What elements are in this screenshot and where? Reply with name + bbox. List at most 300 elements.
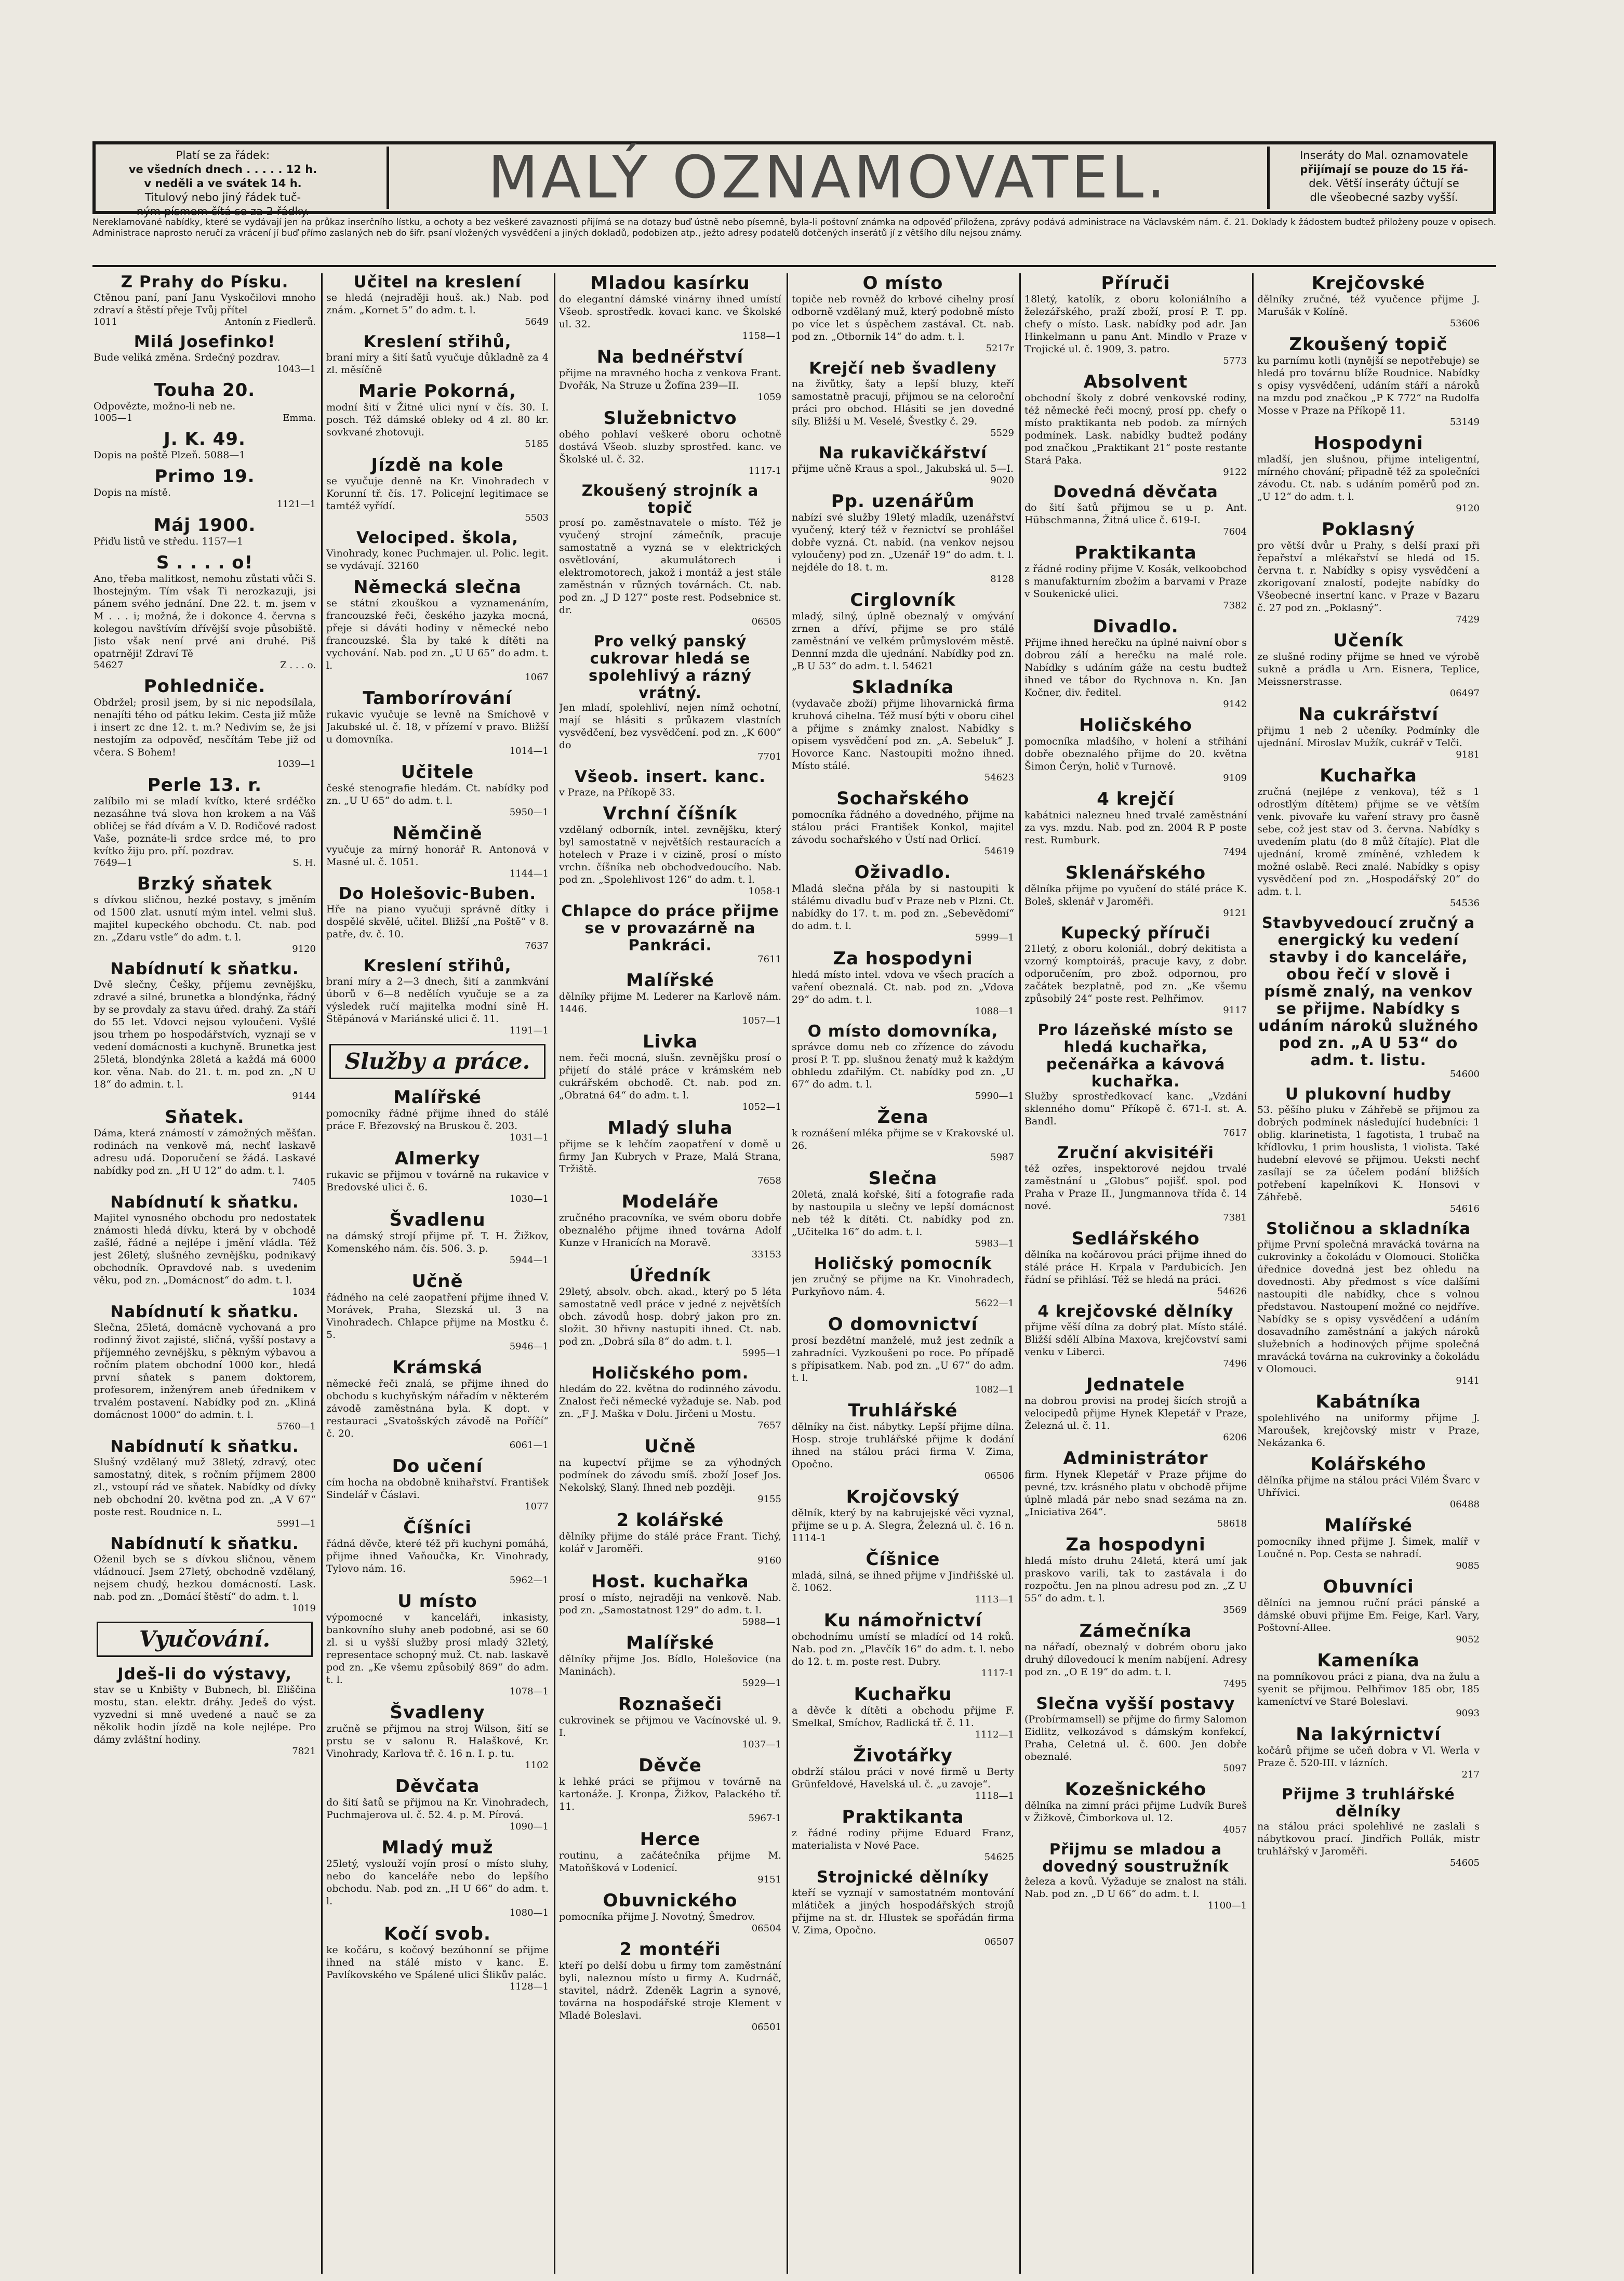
classified-ad (559, 482, 781, 628)
ad-code: 54626 (1217, 1286, 1247, 1297)
ad-heading: Děvče (638, 1755, 702, 1776)
ad-heading: Němčině (392, 823, 483, 844)
classified-ad (559, 1940, 781, 2033)
classified-ad (559, 768, 781, 799)
ad-code: 1077 (525, 1501, 549, 1512)
ad-body: na kupectví přijme se za výhodných podmínek do závodu smíš. zboží Josef Jos. Nekolský, Slaný. Ihned neb později. (559, 1457, 781, 1493)
classified-ad (326, 273, 549, 328)
ad-body: modní šití v Žitné ulici nyní v čís. 30. I. posch. Též dámské obleky od 4 zl. 80 kr. sovkvané zhotovuji. (326, 402, 549, 438)
ad-heading: Almerky (394, 1148, 481, 1169)
classified-ad (792, 273, 1014, 354)
ad-code: 1058-1 (748, 886, 781, 897)
ad-code: 7429 (1456, 614, 1480, 625)
ad-heading: Za hospodyni (1066, 1534, 1206, 1555)
classified-ad (559, 1032, 781, 1113)
ad-heading: Zkoušený topič (1289, 334, 1448, 355)
classified-ad (1257, 273, 1480, 329)
ad-code: 1080—1 (509, 1907, 549, 1918)
ad-footer (94, 759, 316, 770)
ad-body: 25letý, vyslouží vojín prosí o místo sluhy, nebo do kanceláře nebo do lepšího obchodu. Nab. pod zn. „H U 66“ do adm. t. l. (326, 1858, 549, 1907)
classified-ad (1024, 1303, 1247, 1370)
ad-body: z řádné rodiny přijme Eduard Franz, materialista v Nové Pace. (792, 1827, 1014, 1851)
ad-heading: O domovnictví (828, 1314, 978, 1335)
ad-footer (559, 1813, 781, 1824)
classified-ad (1024, 543, 1247, 612)
ad-footer (1024, 1358, 1247, 1370)
ad-heading: Praktikanta (1074, 542, 1197, 563)
classified-ad (1257, 631, 1480, 699)
classified-ad (792, 360, 1014, 439)
ad-heading: Sňatek. (165, 1107, 245, 1128)
classified-ad (1257, 766, 1480, 909)
ad-code: Z . . . o. (280, 660, 316, 671)
ad-code: 7657 (757, 1420, 781, 1431)
ad-code: 5988—1 (742, 1616, 781, 1627)
ad-heading: Administrátor (1063, 1448, 1208, 1469)
ad-body: kabátnici nalezneu hned trvalé zaměstnání za vys. mzdu. Nab. pod zn. 2004 R P poste rest. Rumburk. (1024, 810, 1247, 846)
ad-body: Služby sprostředkovací kanc. „Vzdání sklenného domu“ Příkopě č. 671-I. st. A. Bandl. (1024, 1091, 1247, 1127)
ad-footer (1024, 1212, 1247, 1224)
ad-code: 5503 (525, 512, 549, 523)
ad-heading: Primo 19. (154, 466, 255, 487)
ad-body: mladý, silný, úplně obeznalý v omývání zrnen a dříví, přijme se pro stálé zaměstnání ve velkém průmyslovém městě. Dennní mzda dle ujednání. Nabídky pod zn. „B U 53“ do adm. t. l. 54621 (792, 611, 1014, 672)
ad-body: pro větší dvůr u Prahy, s delší praxí při řepařství a mlékařství se hledá od 15. června t. r. Nabídky s opisy vysvědčení a zkorigovaní znalostí, podejte nabídky do Všeobecné insertní kanc. v Praze v Bazaru č. 27 pod zn. „Poklasný“. (1257, 540, 1480, 614)
classified-ad (1257, 433, 1480, 514)
ad-footer (94, 660, 316, 671)
ad-footer (1257, 1069, 1480, 1080)
ad-heading: Obuvníci (1323, 1576, 1414, 1597)
ad-heading: Zkoušený strojník a topič (581, 482, 759, 516)
ad-heading: Kupecký příruči (1060, 924, 1211, 943)
ad-heading: Malířské (626, 1633, 714, 1653)
ad-body: přijme věší dílna za dobrý plat. Místo stálé. Bližší sdělí Albína Maxova, krejčovství sami venku v Liberci. (1024, 1321, 1247, 1358)
ad-footer (1257, 614, 1480, 626)
ad-body: Obdržel; prosil jsem, by si nic nepodsílala, nenajíti tého od pátku lekim. Cesta již může i insert zc dne 12. t. m.? Nedivím se, že jsi nestojím za odpověď, nesčítám Tebe již od včera. S Bohem! (94, 697, 316, 758)
ad-footer (559, 392, 781, 403)
ad-body: kteří se vyznají v samostatném montování mlátiček a jiných hospodářských strojů přijme na st. dr. Hlustek se spořádán firma V. Zima, Opočno. (792, 1887, 1014, 1936)
ad-body: na živůtky, šaty a lepší bluzy, kteří samostatně pracují, přijmou se na celoroční práci pro obchod. Hlásiti se jen dovedné síly. Bližší u M. Veselé, Švestky č. 29. (792, 378, 1014, 427)
ad-footer (326, 512, 549, 524)
ad-footer (1257, 1499, 1480, 1510)
ad-body: ku parnímu kotli (nynější se nepotřebuje) se hledá pro továrnu blíže Roudnice. Nabídky s opisy vysvědčení, udáním stáří a nároků na mzdu pod značkou „P K 772“ na Rudolfa Mosse v Praze na Příkopě 11. (1257, 355, 1480, 416)
ad-footer (326, 868, 549, 880)
ad-code: 54605 (1449, 1858, 1480, 1868)
ad-body: se státní zkouškou a vyznamenáním, francouzské řeči, českého jazyka mocná, přeje si dáváti hodiny v německé nebo francouzské. Šla by také k dítěti na vychování. Nab. pod zn. „U U 65“ do adm. t. l. (326, 598, 549, 671)
ad-body: 29letý, absolv. obch. akad., který po 5 léta samostatně vedl práce v jedné z největších obch. závodů hosp. dobrý jakon pro zn. složit. 30 hřivny nastupiti ihned. Ct. nab. pod zn. „Dobrá síla 8“ do adm. t. l. (559, 1286, 781, 1347)
classified-ad (1024, 924, 1247, 1016)
ad-footer (94, 499, 316, 510)
ad-heading: Kočí svob. (384, 1924, 491, 1944)
classified-ad (326, 1838, 549, 1919)
rates-line: Platí se za řádek: (176, 149, 270, 162)
ad-heading: Touha 20. (154, 380, 256, 401)
ad-footer (326, 672, 549, 683)
classified-ad (94, 333, 316, 375)
classified-ad (792, 1868, 1014, 1948)
ad-heading: Příruči (1101, 273, 1170, 294)
ad-body: řádná děvče, které též při kuchyni pomáhá, přijme ihned Vaňoučka, Kr. Vinohrady, Tylovo nám. 16. (326, 1538, 549, 1574)
ad-footer (1257, 1769, 1480, 1781)
rates-line: ve všedních dnech . . . . . 12 h. (128, 163, 317, 176)
ad-code: 1052—1 (742, 1102, 781, 1112)
ad-heading: Máj 1900. (153, 515, 256, 536)
classified-ad (326, 381, 549, 450)
ad-footer (326, 940, 549, 952)
ad-footer (559, 886, 781, 897)
ad-body: v Praze, na Příkopě 33. (559, 787, 675, 798)
ad-code: 9109 (1223, 773, 1247, 784)
ad-footer (94, 1287, 316, 1298)
ad-body: dělníky přijme do stálé práce Frant. Tichý, kolář v Jaroměři. (559, 1531, 781, 1555)
ad-heading: Krejčí neb švadleny (809, 359, 997, 378)
ad-footer (326, 746, 549, 757)
ad-heading: Kuchařku (854, 1684, 952, 1705)
classified-ad (1257, 1577, 1480, 1646)
classified-ad (792, 863, 1014, 944)
ad-footer (559, 1420, 781, 1431)
ad-code: 06488 (1449, 1499, 1480, 1510)
ad-code: 5622—1 (975, 1298, 1014, 1309)
ad-footer (1024, 699, 1247, 710)
insert-terms-box (1280, 149, 1488, 205)
classified-ad (94, 1665, 316, 1757)
ad-heading: Na cukrářství (1298, 704, 1439, 725)
ad-body: přijme učně Kraus a spol., Jakubská ul. 5—I. (792, 463, 1014, 474)
ad-code: 1014—1 (509, 746, 549, 757)
ad-heading: Krámská (392, 1357, 483, 1378)
ad-code: 33153 (751, 1249, 781, 1260)
ad-footer (1024, 908, 1247, 919)
ad-heading: Životářky (853, 1745, 953, 1766)
ad-body: do šití šatů se přijmou na Kr. Vinohradech, Puchmajerova ul. č. 52. 4. p. M. Pírová. (326, 1797, 549, 1821)
ad-heading: Pro velký panský cukrovar hledá se spolehlivý a rázný vrátný. (589, 632, 752, 701)
ad-code: 7496 (1223, 1358, 1247, 1369)
section-heading: Služby a práce. (329, 1044, 545, 1079)
ad-footer (792, 1594, 1014, 1606)
ad-body: pomocníka řádného a dovedného, přijme na stálou práci František Konkol, majitel závodu sochařského v Ústí nad Orlicí. (792, 809, 1014, 845)
ad-footer (94, 316, 316, 328)
ad-heading: Pro lázeňské místo se hledá kuchařka, pečenářka a kávová kuchařka. (1037, 1021, 1234, 1090)
ad-body: zručná (nejlépe z venkova), též s 1 odrostlým dítětem) přijme se ve větším venk. pivovaře ku vaření stravy pro časně sebe, což jest stav od 3. června. Nabídky s uvedením platu (do 8 můž čítajíc). Plat dle ujednání, kromě zmíněné, vzhledem k možné oslabě. Reci znalé. Nabídky s opisy vysvědčení pod zn. „Hospodářský 20“ do adm. t. l. (1257, 786, 1480, 897)
ad-heading: Stavbyvedoucí zručný a energický ku vedení stavby i do kanceláře, obou řečí v slově i písmě znalý, na venkov se přijme. Nabídky s udáním nároků služného pod zn. „A U 53“ do adm. t. listu. (1258, 914, 1479, 1069)
ad-heading: U plukovní hudby (1285, 1085, 1452, 1104)
ad-heading: Učeník (1333, 630, 1404, 651)
ad-code: 9120 (292, 944, 316, 954)
ad-heading: Služebnictvo (603, 408, 737, 429)
ad-body: Přiďu listů ve středu. 1157—1 (94, 536, 243, 547)
classified-ad (94, 1303, 316, 1433)
ad-body: routinu, a začátečníka přijme M. Matoňšková v Lodenicí. (559, 1850, 781, 1874)
ad-body: (Probírmamsell) se přijme do firmy Salomon Eidlitz, velkozávod s dámským konfekcí, Praha, Celetná ul. č. 600. Jen dobře obeznalé. (1024, 1714, 1247, 1762)
classified-ad (792, 1107, 1014, 1163)
ad-code: 54625 (984, 1852, 1014, 1863)
ad-body: hledá místo intel. vdova ve všech pracích a vaření obeznalá. Ct. nab. pod zn. „Vdova 29“ do adm. t. l. (792, 969, 1014, 1005)
ad-body: na stálou práci spolehlivé ne zaslali s nábytkovou prací. Jindřich Pollák, mistr truhlářský v Jaroměři. (1257, 1821, 1480, 1857)
ad-body: přijme na mravného hocha z venkova Frant. Dvořák, Na Struze u Žofína 239—II. (559, 367, 781, 391)
classified-ad (559, 1891, 781, 1934)
classified-ad (94, 1193, 316, 1298)
ad-heading: Oživadlo. (854, 862, 952, 883)
ad-code: 9020 (990, 475, 1014, 486)
ad-body: se hledá (nejraději houš. ak.) Nab. pod znám. „Kornet 5“ do adm. t. l. (326, 292, 549, 316)
ad-code: 1121—1 (276, 499, 316, 510)
ad-code: 9155 (757, 1494, 781, 1505)
ad-footer (326, 1132, 549, 1144)
ad-heading: Za hospodyni (833, 948, 973, 969)
column-3 (559, 273, 781, 2274)
classified-ad (94, 553, 316, 671)
ad-footer (792, 846, 1014, 857)
classified-ad (792, 1487, 1014, 1544)
ad-footer (1024, 526, 1247, 538)
classified-ad (94, 1438, 316, 1530)
ad-reference: 7649—1 (94, 857, 133, 868)
classified-ad (559, 273, 781, 342)
classified-ad (326, 455, 549, 524)
ad-body: jen zručný se přijme na Kr. Vinohradech, Purkyňovo nám. 4. (792, 1274, 1014, 1297)
classified-ad (1024, 1229, 1247, 1297)
ad-code: 5097 (1223, 1763, 1247, 1774)
ad-body: na nářadí, obeznalý v dobrém oboru jako druhý dílovedoucí k mením nabíjení. Adresy pod zn. „O E 19“ do adm. t. l. (1024, 1641, 1247, 1678)
ad-code: 5185 (525, 439, 549, 449)
ad-code: 5990—1 (975, 1091, 1014, 1102)
ad-body: spolehlivého na uniformy přijme J. Maroušek, krejčovský mistr v Praze, Nekázanka 6. (1257, 1412, 1480, 1449)
page-title: MALÝ OZNAMOVATEL. (387, 147, 1270, 209)
ad-body: německé řeči znalá, se přijme ihned do obchodu s kuchyňským nářadím v některém závodě zaměstnána byla. K dopt. v restauraci „Svatošských závodě na Poříčí“ č. 20. (326, 1378, 549, 1439)
ad-body: výpomocné v kanceláři, inkasisty, bankovního sluhy aneb podobné, asi se 60 zl. si u vyšší služby prosí mladý 32letý, representace schopný muž. Ct. nab. laskavě pod zn. „Ke všemu způsobilý 869“ do adm. t. l. (326, 1612, 549, 1686)
ad-footer (559, 1249, 781, 1261)
ad-code: 3569 (1223, 1604, 1247, 1615)
ad-code: 6206 (1223, 1432, 1247, 1443)
classified-ad (326, 1518, 549, 1586)
classified-ad (559, 1437, 781, 1505)
ad-body: braní míry a 2—3 dnech, šití a zanmkvání úborů v 6—8 nedělích vyučuje se a za výsledek ručí majitelka modní síně H. Štěpánová v Mariánské ulici č. 11. (326, 976, 549, 1025)
classified-ad (1024, 1375, 1247, 1443)
column-divider (1252, 273, 1254, 2274)
ad-body: dělníky přijme M. Lederer na Karlově nám. 1446. (559, 991, 781, 1015)
ad-body: dělníky přijme Jos. Bídlo, Holešovice (na Maninách). (559, 1653, 781, 1677)
ad-code: 5962—1 (509, 1575, 549, 1586)
ad-body: dělníka přijme na stálou práci Vilém Švarc v Uhřívici. (1257, 1475, 1480, 1498)
classified-ad (1024, 617, 1247, 710)
ad-body: přijme První společná mravácká továrna na cukrovinky a čokoládu v Olomouci. Stolička úřednice dovedná jest bez ohledu na dovednosti. Aby předmost s více dalšími nastoupiti dle nabídky, chce s volnou představou. Nastoupení možné co nejdříve. Nabídky se s opisy vysvědčení a udáním dosavadního zaměstnání a jakých nároků služebních a hodinových přijme společná mravácká továrna na cukrovinky a čokoládu v Olomouci. (1257, 1239, 1480, 1375)
ad-body: prosí bezdětní manželé, muž jest zedník a zahradníci. Vyzkoušeni po roce. Po případě s přípisatkem. Nab. pod zn. „U 67“ do adm. t. l. (792, 1335, 1014, 1384)
column-divider (554, 273, 555, 2274)
ad-heading: Krejčovské (1311, 273, 1426, 294)
ad-code: 5950—1 (509, 807, 549, 818)
ad-footer (1257, 318, 1480, 329)
ad-code: 5217r (986, 343, 1014, 354)
ad-code: 7381 (1223, 1212, 1247, 1223)
classified-ad (326, 1088, 549, 1144)
ad-footer (1257, 1375, 1480, 1387)
ad-heading: Na lakýrnictví (1296, 1724, 1441, 1745)
ad-footer (559, 954, 781, 965)
ad-code: 1037—1 (742, 1739, 781, 1750)
ad-code: 8128 (990, 574, 1014, 585)
ad-heading: Děvčata (395, 1776, 480, 1797)
ad-footer (559, 1494, 781, 1505)
ad-body: zručně se přijmou na stroj Wilson, šití se prstu se v salonu R. Halaškové, Kr. Vinohrady, Karlova tř. č. 16 n. I. p. tu. (326, 1723, 549, 1759)
classified-ad (1024, 1841, 1247, 1912)
ad-body: zalíbilo mi se mladí kvítko, které srdéčko nezasáhne tvá slova hon krokem a na Váš obličej se řád dívám a V. D. Rodičové radost Vaše, poznáte-li srdce srdce mé, to pro kvítko žiju pro. pří. pozdrav. (94, 795, 316, 857)
ad-code: 7495 (1223, 1678, 1247, 1689)
ad-heading: 4 krejčí (1097, 789, 1175, 810)
ad-body: též ozřes, inspektorové nejdou trvalé zaměstnání u „Globus“ pojišť. spol. pod Praha v Praze II., Jungmannova třída č. 14 nové. (1024, 1163, 1247, 1212)
ad-code: 5987 (990, 1152, 1014, 1163)
ad-code: 1090—1 (509, 1821, 549, 1832)
ad-body: na pomníkovou práci z piana, dva na žulu a syenit se přijmou. Pelhřimov 185 obr, 185 kameníctví ve Staré Boleslavi. (1257, 1671, 1480, 1707)
classified-ad (1257, 1651, 1480, 1719)
ad-body: obého pohlaví veškeré oboru ochotně dostává Všeob. sluzby sprostřed. kanc. ve Školské ul. č. 32. (559, 429, 781, 465)
ad-heading: Kabátníka (1315, 1391, 1421, 1412)
ad-heading: Malířské (1324, 1515, 1413, 1536)
classified-ad (1024, 1695, 1247, 1774)
classified-ad (1257, 520, 1480, 626)
ad-heading: Kreslení střihů, (363, 333, 512, 351)
classified-ad (326, 529, 549, 572)
classified-ad (94, 515, 316, 548)
ad-footer (792, 1238, 1014, 1250)
ad-code: 1078—1 (509, 1686, 549, 1697)
ad-heading: Host. kuchařka (591, 1571, 749, 1592)
section-heading: Vyučování. (97, 1622, 313, 1657)
ad-heading: Mladou kasírku (590, 273, 750, 294)
ad-heading: Jednatele (1086, 1374, 1186, 1395)
ad-body: braní míry a šití šatů vyučuje důkladně za 4 zl. měsíčně (326, 352, 549, 376)
classified-ad (326, 1924, 549, 1993)
ad-footer (559, 330, 781, 342)
ad-heading: Úředník (629, 1265, 711, 1286)
ad-heading: Sochařského (836, 788, 969, 809)
classified-ad (326, 577, 549, 683)
ad-footer (559, 616, 781, 628)
ad-body: topiče neb rovněž do krbové cihelny prosí odborně vzdělaný muž, který podobně místo po více let s úspěchem zastával. Ct. nab. pod zn. „Otbornik 14“ do adm. t. l. (792, 294, 1014, 342)
ad-code: 1118—1 (975, 1791, 1014, 1801)
ad-body: 53. pěšího pluku v Záhřebě se přijmou za dobrých podmínek následující hudebníci: 1 oblig. klarinetista, 1 fagotista, 1 trubač na křídlovku, 1 prim houslista, 1 violista. Také hudební elevové se přijmou. Ueksti nechť zasílají se za účelem podání bližších potřebení kapelníkovi K. Honsovi v Záhřebě. (1257, 1104, 1480, 1203)
classified-ad (792, 1746, 1014, 1802)
classified-ad (326, 1271, 549, 1352)
ad-body: dělník, který by na kabrujejské věci vyznal, přijme se u p. A. Slegra, Železná ul. č. 16 n. 1114-1 (792, 1507, 1014, 1544)
classified-ad (326, 1456, 549, 1513)
ad-footer (792, 1791, 1014, 1802)
classified-ad (1024, 789, 1247, 858)
ad-heading: Kozešnického (1064, 1779, 1207, 1800)
ad-code: 5773 (1223, 355, 1247, 366)
ad-heading: Milá Josefinko! (134, 333, 276, 351)
ad-footer (326, 1255, 549, 1266)
classified-ad (792, 1807, 1014, 1863)
ad-body: dělníka přijme po vyučení do stálé práce K. Boleš, sklenář v Jaroměři. (1024, 883, 1247, 907)
ad-code: 217 (1461, 1769, 1480, 1780)
ad-footer (792, 1470, 1014, 1482)
ad-code: 1112—1 (975, 1729, 1014, 1740)
ad-body: přijme se k lehčím zaopatření v domě u firmy Jan Kubrych v Praze, Malá Strana, Tržiště. (559, 1138, 781, 1175)
ad-footer (559, 1739, 781, 1750)
ad-footer (326, 1981, 549, 1993)
ad-code: 7617 (1223, 1128, 1247, 1138)
ad-footer (559, 1015, 781, 1027)
header-divider (92, 265, 1496, 267)
ad-footer (326, 807, 549, 818)
ad-footer (792, 574, 1014, 585)
ad-body: ke kočáru, s kočový bezúhonní se přijme ihned na stálé místo v kanc. E. Pavlíkovského ve Spálené ulici Šlikův palác. (326, 1944, 549, 1981)
column-2 (326, 273, 549, 2274)
ad-code: 9144 (292, 1091, 316, 1102)
classified-ad (792, 949, 1014, 1017)
ad-heading: Obuvnického (603, 1890, 738, 1911)
ad-heading: Livka (642, 1031, 698, 1052)
ad-body: dělníky zručné, též vyučence přijme J. Marušák v Kolíně. (1257, 294, 1480, 317)
ad-body: cím hocha na obdobně knihařství. František Sindelář v Čáslavi. (326, 1477, 549, 1501)
ad-body: se vyučuje denně na Kr. Vinohradech v Korunní tř. čís. 17. Policejní legitimace se tamtéž vyřídí. (326, 475, 549, 512)
ad-body: hledám do 22. května do rodinného závodu. Znalost řeči německé vyžaduje se. Nab. pod zn. „F J. Maška v Dolu. Jirčeni u Mostu. (559, 1383, 781, 1420)
classified-ad (326, 762, 549, 818)
ad-code: 7611 (757, 954, 781, 965)
ad-heading: Žena (877, 1107, 929, 1128)
classified-ad (1024, 1144, 1247, 1224)
ad-body: k roznášení mléka přijme se v Krakovské ul. 26. (792, 1128, 1014, 1151)
ad-heading: Kuchařka (1320, 765, 1417, 786)
ad-heading: J. K. 49. (164, 429, 246, 449)
ad-body: prosí o místo, nejraději na venkově. Nab. pod zn. „Samostatnost 129“ do adm. t. l. (559, 1592, 781, 1616)
ad-body: 21letý, z oboru koloniál., dobrý dekitista a vzorný komptoiráš, pracuje kavy, z dobr. odporučením, pro zbož. odpornou, pro začátek bezplatně, pod zn. „Ke všemu způsobilý 24“ poste rest. Pelhřimov. (1024, 943, 1247, 1004)
ad-footer (1024, 1518, 1247, 1530)
ad-heading: Holičský pomocník (814, 1254, 992, 1273)
classified-ad (94, 960, 316, 1102)
ad-body: řádného na celé zaopatření přijme ihned V. Morávek, Praha, Slezská ul. 3 na Vinohradech. Chlapce přijme na Mostku č. 5. (326, 1292, 549, 1341)
classified-ad (559, 1829, 781, 1886)
ad-heading: Krojčovský (846, 1487, 960, 1507)
ad-heading: Chlapce do práce přijme se v provazárně na Pankráci. (561, 902, 779, 954)
ad-footer (94, 944, 316, 955)
ad-code: 1019 (292, 1603, 316, 1614)
column-divider (1019, 273, 1021, 2274)
ad-code: 54536 (1449, 898, 1480, 909)
terms-line: dek. Větší inseráty účtují se (1309, 177, 1459, 190)
classified-ad (1024, 483, 1247, 538)
column-divider (787, 273, 788, 2274)
ad-body: mladší, jen slušnou, přijme inteligentní, mírného chování; připadně též za společníci závodu. Ct. nab. s udáním poměrů pod zn. „U 12“ do adm. t. l. (1257, 454, 1480, 502)
ad-heading: Všeob. insert. kanc. (574, 767, 766, 786)
ad-heading: Skladníka (851, 677, 954, 698)
ad-footer (94, 364, 316, 375)
classified-ad (1024, 1449, 1247, 1530)
ad-footer (559, 751, 781, 763)
classified-ad (792, 1169, 1014, 1250)
ad-body: kočárů přijme se učeň dobra v Vl. Werla v Praze č. 520-III. v lázních. (1257, 1745, 1480, 1769)
ad-reference: 1011 (94, 316, 117, 327)
ad-footer (1024, 1763, 1247, 1774)
ad-body: Ctěnou paní, paní Janu Vyskočilovi mnoho zdraví a štěstí přeje Tvůj přítel (94, 292, 316, 316)
ad-footer (326, 316, 549, 328)
ad-code: S. H. (292, 857, 316, 868)
ad-footer (559, 1102, 781, 1113)
classified-ad (1257, 335, 1480, 428)
classified-ad (792, 1315, 1014, 1396)
column-5 (1024, 273, 1247, 2274)
ad-body: Jen mladí, spolehliví, nejen nímž ochotní, mají se hlásiti s průkazem vlastních vysvědčení, bez vysvědčení. pod zn. „K 600“ do (559, 702, 781, 751)
classified-ad (326, 1210, 549, 1266)
ad-footer (559, 2022, 781, 2033)
classified-ad (94, 874, 316, 955)
ad-heading: Jdeš-li do výstavy, (117, 1665, 292, 1683)
ad-body: Oženil bych se s dívkou sličnou, věnem vládnoucí. Jsem 27letý, obchodně vzdělaný, nejsem chudý, hezkou domácností. Lask. nab. pod zn. „Domácí štěstí“ do adm. t. l. (94, 1554, 316, 1602)
column-divider (321, 273, 323, 2274)
ad-heading: Pp. uzenářům (831, 491, 975, 512)
classified-ad (1024, 1535, 1247, 1616)
classified-ad (1257, 1454, 1480, 1510)
